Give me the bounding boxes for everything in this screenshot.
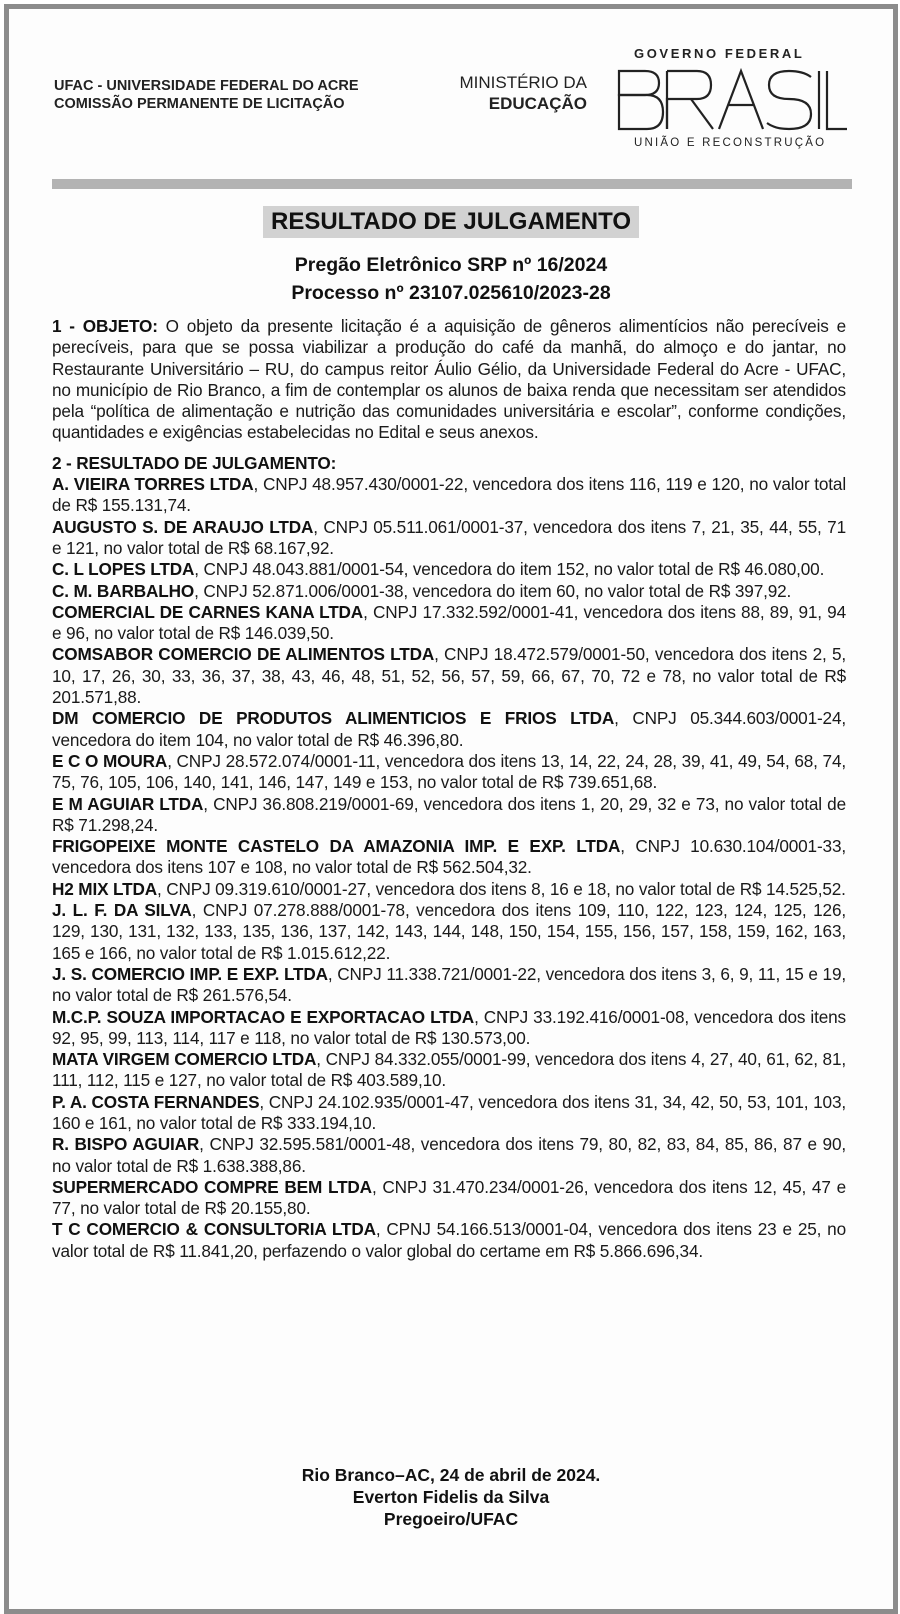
signer-role: Pregoeiro/UFAC [383, 1509, 519, 1529]
winner-details: , CNPJ 36.808.219/0001-69, vencedora dos itens 1, 20, 29, 32 e 73, no valor total de R$ 71.298,24. [52, 793, 846, 835]
winner-name: COMERCIAL DE CARNES KANA LTDA [52, 601, 364, 622]
objeto-paragraph [52, 316, 846, 444]
winner-entry [52, 517, 846, 560]
winner-details: , CNPJ 05.511.061/0001-37, vencedora dos itens 7, 21, 35, 44, 55, 71 e 121, no valor total de R$ 68.167,92. [52, 516, 846, 558]
winner-details: , CNPJ 32.595.581/0001-48, vencedora dos itens 79, 80, 82, 83, 84, 85, 86, 87 e 90, no valor total de R$ 1.638.388,86. [52, 1134, 846, 1176]
winner-entry [52, 581, 846, 602]
winner-details: , CNPJ 33.192.416/0001-08, vencedora dos itens 92, 95, 99, 113, 114, 117 e 118, no valor total de R$ 130.573,00. [52, 1006, 846, 1048]
winner-details: , CNPJ 07.278.888/0001-78, vencedora dos itens 109, 110, 122, 123, 124, 125, 126, 129, 130, 131, 132, 133, 135, 136, 137, 142, 143, 144, 148, 150, 154, 155, 156, 157, 158, 159, 162, 163, 165 e 166, no valor total de R$ 1.015.612,22. [52, 900, 846, 963]
winner-entry [52, 1092, 846, 1135]
ministry-logo [447, 72, 587, 114]
winner-entry [52, 559, 846, 580]
document-title: RESULTADO DE JULGAMENTO [263, 206, 639, 238]
winner-name: P. A. COSTA FERNANDES [52, 1091, 260, 1112]
winner-details: , CNPJ 10.630.104/0001-33, vencedora dos itens 107 e 108, no valor total de R$ 562.504,32. [52, 836, 846, 878]
winner-entry [52, 879, 846, 900]
winner-entry [52, 1134, 846, 1177]
winner-entry [52, 900, 846, 964]
winner-name: C. M. BARBALHO [52, 580, 195, 601]
resultado-heading: 2 - RESULTADO DE JULGAMENTO: [52, 452, 337, 473]
winner-details: , CNPJ 52.871.006/0001-38, vencedora do item 60, no valor total de R$ 397,92. [194, 580, 792, 601]
gov-slogan: UNIÃO E RECONSTRUÇÃO [634, 137, 827, 149]
winners-list [52, 474, 846, 1262]
objeto-label: 1 - OBJETO: [52, 316, 158, 336]
ministry-line1: MINISTÉRIO DA [459, 73, 587, 92]
winner-entry [52, 474, 846, 517]
winner-name: T C COMERCIO & CONSULTORIA LTDA [52, 1219, 376, 1240]
winner-details: , CNPJ 18.472.579/0001-50, vencedora dos itens 2, 5, 10, 17, 26, 30, 33, 36, 37, 38, 43, 46, 48, 51, 52, 56, 57, 59, 66, 67, 70, 72 e 78, no valor total de R$ 201.571,88. [52, 644, 846, 708]
signature-block [9, 1464, 893, 1530]
winner-name: J. S. COMERCIO IMP. E EXP. LTDA [52, 963, 328, 984]
winner-entry [52, 751, 846, 794]
winner-name: FRIGOPEIXE MONTE CASTELO DA AMAZONIA IMP. E EXP. LTDA [52, 836, 621, 857]
winner-details: , CNPJ 28.572.074/0001-11, vencedora dos itens 13, 14, 22, 24, 28, 39, 41, 49, 54, 68, 74, 75, 76, 105, 106, 140, 141, 146, 147, 149 e 153, no valor total de R$ 739.651,68. [52, 750, 846, 793]
winner-entry [52, 794, 846, 837]
winner-details: , CNPJ 84.332.055/0001-99, vencedora dos itens 4, 27, 40, 61, 62, 81, 111, 112, 115 e 127, no valor total de R$ 403.589,10. [52, 1049, 846, 1091]
signer-name: Everton Fidelis da Silva [352, 1487, 550, 1507]
winner-entry [52, 964, 846, 1007]
winner-name: C. L LOPES LTDA [52, 559, 195, 580]
winner-name: COMSABOR COMERCIO DE ALIMENTOS LTDA [52, 644, 435, 665]
winner-details: , CNPJ 48.957.430/0001-22, vencedora dos itens 116, 119 e 120, no valor total de R$ 155.131,74. [52, 474, 846, 516]
winner-entry [52, 1219, 846, 1262]
winner-details: , CNPJ 17.332.592/0001-41, vencedora dos itens 88, 89, 91, 94 e 96, no valor total de R$ 146.039,50. [52, 601, 846, 644]
title-wrap [9, 206, 893, 238]
winner-entry [52, 602, 846, 645]
winner-name: J. L. F. DA SILVA [52, 900, 192, 921]
winner-details: , CNPJ 05.344.603/0001-24, vencedora do item 104, no valor total de R$ 46.396,80. [52, 708, 846, 750]
notice-body [52, 316, 846, 1262]
winner-name: R. BISPO AGUIAR [52, 1134, 200, 1155]
winner-name: DM COMERCIO DE PRODUTOS ALIMENTICIOS E FRIOS LTDA [52, 708, 615, 729]
commission-name: COMISSÃO PERMANENTE DE LICITAÇÃO [54, 96, 345, 112]
winner-name: SUPERMERCADO COMPRE BEM LTDA [52, 1176, 372, 1197]
pregao-subtitle: Pregão Eletrônico SRP nº 16/2024 [294, 254, 608, 276]
winner-entry [52, 1177, 846, 1220]
header [9, 9, 893, 184]
winner-details: , CNPJ 24.102.935/0001-47, vencedora dos itens 31, 34, 42, 50, 53, 101, 103, 160 e 161, no valor total de R$ 333.194,10. [52, 1091, 846, 1133]
winner-name: A. VIEIRA TORRES LTDA [52, 474, 254, 495]
winner-details: , CNPJ 11.338.721/0001-22, vencedora dos itens 3, 6, 9, 11, 15 e 19, no valor total de R$ 261.576,54. [52, 963, 846, 1006]
winner-name: E M AGUIAR LTDA [52, 793, 204, 814]
winner-entry [52, 836, 846, 879]
winner-details: , CNPJ 31.470.234/0001-26, vencedora dos itens 12, 45, 47 e 77, no valor total de R$ 20.155,80. [52, 1176, 846, 1219]
gov-top-text: GOVERNO FEDERAL [634, 46, 805, 61]
winner-entry [52, 1049, 846, 1092]
winner-details: , CNPJ 09.319.610/0001-27, vencedora dos itens 8, 16 e 18, no valor total de R$ 14.525,52. [156, 878, 846, 899]
winner-name: MATA VIRGEM COMERCIO LTDA [52, 1049, 317, 1070]
winner-name: E C O MOURA [52, 750, 168, 771]
institution-name: UFAC - UNIVERSIDADE FEDERAL DO ACRE [54, 78, 359, 94]
header-divider [52, 179, 852, 189]
winner-details: , CNPJ 48.043.881/0001-54, vencedora do item 152, no valor total de R$ 46.080,00. [194, 559, 825, 580]
institution-block [54, 77, 359, 113]
winner-name: M.C.P. SOUZA IMPORTACAO E EXPORTACAO LTDA [52, 1006, 475, 1027]
winner-entry [52, 644, 846, 708]
processo-subtitle: Processo nº 23107.025610/2023-28 [291, 282, 611, 304]
winner-entry [52, 1007, 846, 1050]
notice-frame [4, 4, 898, 1614]
place-date: Rio Branco–AC, 24 de abril de 2024. [301, 1465, 601, 1485]
winner-name: AUGUSTO S. DE ARAUJO LTDA [52, 516, 314, 537]
winner-name: H2 MIX LTDA [52, 878, 157, 899]
ministry-line2: EDUCAÇÃO [488, 94, 587, 113]
winner-details: , CPNJ 54.166.513/0001-04, vencedora dos itens 23 e 25, no valor total de R$ 11.841,20, perfazendo o valor global do certame em R$ 5.866.696,34. [52, 1219, 846, 1261]
winner-entry [52, 708, 846, 751]
objeto-text: O objeto da presente licitação é a aquisição de gêneros alimentícios não perecíveis e perecíveis, para que se possa viabilizar a produção do café da manhã, do almoço e do jantar, no Restaurante Universitário – RU, do campus reitor Áulio Gélio, da Universidade Federal do Acre - UFAC, no município de Rio Branco, a fim de contemplar os alunos de baixa renda que necessitam ser atendidos pela “política de alimentação e nutrição das comunidades universitária e escolar”, conforme condições, quantidades e exigências estabelecidas no Edital e seus anexos. [52, 316, 846, 443]
brasil-outline-logo [615, 67, 849, 133]
